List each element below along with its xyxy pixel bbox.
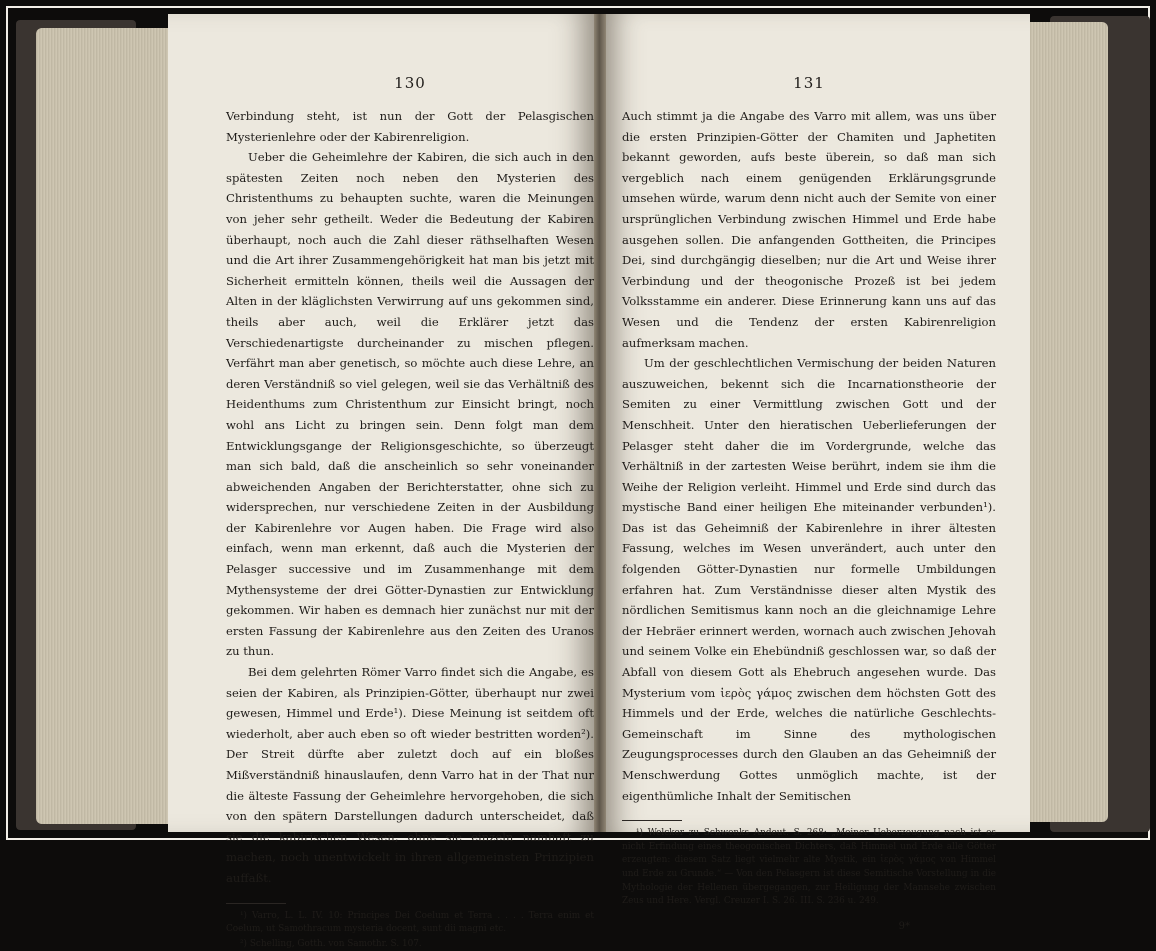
footnote-rule: [226, 903, 286, 904]
left-page: [168, 14, 600, 949]
footnotes: [226, 910, 594, 951]
page-number: 130: [394, 74, 426, 92]
paragraph: Bei dem gelehrten Römer Varro findet sich die Angabe, es seien der Kabiren, als Prinzipien-Götter, überhaupt nur zwei gewesen, Himmel und Erde¹). Diese Meinung ist seitdem oft wiederholt, aber auch eben so oft wieder bestritten worden²). Der Streit dürfte aber zuletzt doch auf ein bloßes Mißverständniß hinauslaufen, denn Varro hat in der That nur die älteste Fassung der Geheimlehre hervorgehoben, die sich von den spätern Darstellungen dadurch unterscheidet, daß sie die kabirischen Wesen, ohne sie einzeln namhaft zu machen, noch unentwickelt in ihren allgemeinsten Prinzipien auffaßt.: [226, 665, 594, 885]
paragraph: Ueber die Geheimlehre der Kabiren, die sich auch in den spätesten Zeiten noch neben den Mysterien des Christenthums zu behaupten suchte, waren die Meinungen von jeher sehr getheilt. Weder die Bedeutung der Kabiren überhaupt, noch auch die Zahl dieser räthselhaften Wesen und die Art ihrer Zusammengehörigkeit hat man bis jetzt mit Sicherheit ermitteln können, theils weil die Aussagen der Alten in der kläglichsten Verwirrung auf uns gekommen sind, theils aber auch, weil die Erklärer jetzt das Verschiedenartigste durcheinander zu mischen pflegen. Verfährt man aber genetisch, so möchte auch diese Lehre, an deren Verständniß so viel gelegen, weil sie das Verhältniß des Heidenthums zum Christenthum zur Einsicht bringt, noch wohl ans Licht zu bringen sein. Denn folgt man dem Entwicklungsgange der Religionsgeschichte, so überzeugt man sich bald, daß die anscheinlich so sehr voneinander abweichenden Angaben der Berichterstatter, ohne sich zu widersprechen, nur verschiedene Zeiten in der Ausbildung der Kabirenlehre vor Augen haben. Die Frage wird also einfach, wenn man erkennt, daß auch die Mysterien der Pelasger successive und im Zusammenhange mit dem Mythensysteme der drei Götter-Dynastien zur Entwicklung gekommen. Wir haben es demnach hier zunächst nur mit der ersten Fassung der Kabirenlehre aus den Zeiten des Uranos zu thun.: [226, 150, 594, 659]
footnote: ²) Schelling, Gotth. von Samothr. S. 107.: [240, 938, 422, 949]
paragraph: Um der geschlechtlichen Vermischung der beiden Naturen auszuweichen, bekennt sich die Incarnationstheorie der Semiten zu einer Vermittlung zwischen Gott und der Menschheit. Unter den hieratischen Ueberlieferungen der Pelasger steht daher die im Vordergrunde, welche das Verhältniß in der zartesten Weise berührt, indem sie ihm die Weihe der Religion verleiht. Himmel und Erde sind durch das mystische Band einer heiligen Ehe miteinander verbunden¹). Das ist das Geheimniß der Kabirenlehre in ihrer ältesten Fassung, welches im Wesen unverändert, auch unter den folgenden Götter-Dynastien nur formelle Umbildungen erfahren hat. Zum Verständnisse dieser alten Mystik des nördlichen Semitismus kann noch an die gleichnamige Lehre der Hebräer erinnert werden, wornach auch zwischen Jehovah und seinem Volke ein Ehebündniß geschlossen war, so daß der Abfall von diesem Gott als Ehebruch angesehen wurde. Das Mysterium vom ἱερὸς γάμος zwischen dem höchsten Gott des Himmels und der Erde, welches die natürliche Geschlechts-Gemeinschaft im Sinne des mythologischen Zeugungsprocesses durch den Glauben an das Geheimniß der Menschwerdung Gottes unmöglich machte, ist der eigenthümliche Inhalt der Semitischen: [622, 356, 996, 803]
book-gutter: [594, 14, 606, 832]
page-number: 131: [793, 74, 825, 92]
footnote-rule: [622, 820, 682, 821]
page-edges-right: [1024, 22, 1108, 822]
paragraph: Verbindung steht, ist nun der Gott der Pelasgischen Mysterienlehre oder der Kabirenreligion.: [226, 109, 594, 144]
body-text: [622, 106, 996, 806]
footnotes: [622, 827, 996, 909]
footnote: ¹) Welcker zu Schwenks Andeut. S. 268: „Meiner Ueberzeugung nach ist es nicht Erfindung eines theogonischen Dichters, daß Himmel und Erde alle Götter erzeugten: diesem Satz liegt vielmehr alte Mystik, ein ἱερὸς γάμος von Himmel und Erde zu Grunde.“ — Von den Pelasgern ist diese Semitische Vorstellung in die Mythologie der Hellenen übergegangen, zur Heiligung der Mannsehe zwischen Zeus und Here. Vergl. Creuzer I. S. 26. III. S. 236 u. 249.: [622, 828, 996, 907]
signature-mark: 9*: [898, 920, 910, 932]
body-text: [226, 106, 594, 889]
right-page: [600, 14, 1030, 932]
footnote: ¹) Varro, L. L. IV. 10: Principes Dei Coelum et Terra . . . . Terra enim et Coelum, ut Samothracum mysteria docent, sunt dii magni etc.: [226, 910, 594, 935]
page-edges-left: [36, 28, 174, 824]
paragraph: Auch stimmt ja die Angabe des Varro mit allem, was uns über die ersten Prinzipien-Götter der Chamiten und Japhetiten bekannt geworden, aufs beste überein, so daß man sich vergeblich nach einem genügenden Erklärungsgrunde umsehen würde, warum denn nicht auch der Semite von einer ursprünglichen Verbindung zwischen Himmel und Erde habe ausgehen sollen. Die anfangenden Gottheiten, die Principes Dei, sind durchgängig dieselben; nur die Art und Weise ihrer Verbindung und der theogonische Prozeß ist bei jedem Volksstamme ein anderer. Diese Erinnerung kann uns auf das Wesen und die Tendenz der ersten Kabirenreligion aufmerksam machen.: [622, 109, 996, 350]
